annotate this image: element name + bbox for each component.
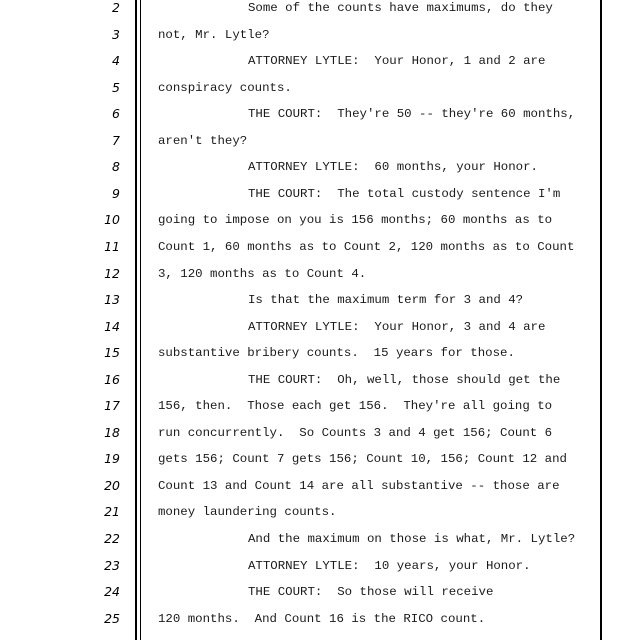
line-text: aren't they? <box>158 133 248 148</box>
line-number: 22 <box>104 531 120 546</box>
transcript-line <box>0 80 640 106</box>
line-text: THE COURT: They're 50 -- they're 60 months, <box>248 107 576 122</box>
line-number: 5 <box>112 79 120 95</box>
transcript-line <box>0 584 640 610</box>
line-text: ATTORNEY LYTLE: 60 months, your Honor. <box>248 160 538 175</box>
line-text: THE COURT: So those will receive <box>248 585 494 600</box>
line-text: run concurrently. So Counts 3 and 4 get 156; Count 6 <box>158 425 553 440</box>
line-text: money laundering counts. <box>158 505 337 520</box>
transcript-line <box>0 133 640 159</box>
line-text: Count 13 and Count 14 are all substantive -- those are <box>158 478 560 493</box>
transcript-line <box>0 266 640 292</box>
line-text: Is that the maximum term for 3 and 4? <box>248 293 524 308</box>
transcript-line <box>0 504 640 530</box>
line-number: 13 <box>104 292 120 308</box>
transcript-line <box>0 398 640 424</box>
line-number: 23 <box>104 557 120 573</box>
transcript-line <box>0 478 640 504</box>
transcript-line <box>0 372 640 398</box>
line-number: 8 <box>112 159 120 175</box>
line-text: 120 months. And Count 16 is the RICO count. <box>158 611 486 626</box>
transcript-line <box>0 319 640 345</box>
transcript-line <box>0 611 640 637</box>
line-number: 21 <box>104 504 120 520</box>
transcript-line <box>0 212 640 238</box>
line-text: gets 156; Count 7 gets 156; Count 10, 156; Count 12 and <box>158 452 567 467</box>
line-number: 11 <box>104 239 120 254</box>
line-number: 7 <box>112 132 120 148</box>
line-text: Some of the counts have maximums, do they <box>248 1 553 15</box>
transcript-line <box>0 53 640 79</box>
line-number: 20 <box>104 477 120 493</box>
transcript-line <box>0 292 640 318</box>
line-number: 2 <box>112 0 120 15</box>
transcript-line <box>0 558 640 584</box>
line-text: THE COURT: Oh, well, those should get the <box>248 372 561 387</box>
line-text: 156, then. Those each get 156. They're all going to <box>158 399 553 414</box>
line-number: 15 <box>104 345 120 361</box>
transcript-line <box>0 0 640 26</box>
line-text: THE COURT: The total custody sentence I'm <box>248 186 561 201</box>
line-text: going to impose on you is 156 months; 60 months as to <box>158 213 553 228</box>
line-number: 19 <box>104 451 120 467</box>
transcript-line <box>0 239 640 265</box>
transcript-line <box>0 159 640 185</box>
line-number: 16 <box>104 371 120 387</box>
line-text: substantive bribery counts. 15 years for those. <box>158 346 515 361</box>
line-number: 6 <box>112 106 120 122</box>
transcript-line <box>0 345 640 371</box>
line-text: ATTORNEY LYTLE: 10 years, your Honor. <box>248 558 531 573</box>
line-number: 12 <box>104 265 120 281</box>
line-text: conspiracy counts. <box>158 80 292 95</box>
line-number: 10 <box>104 212 120 228</box>
line-number: 4 <box>112 53 120 69</box>
line-number: 9 <box>112 185 120 201</box>
line-number: 14 <box>104 318 120 334</box>
line-number: 25 <box>104 610 120 626</box>
transcript-line <box>0 27 640 53</box>
transcript-line <box>0 451 640 477</box>
line-text: not, Mr. Lytle? <box>158 27 270 42</box>
transcript-line <box>0 186 640 212</box>
transcript-line <box>0 425 640 451</box>
line-number: 3 <box>112 26 120 42</box>
line-number: 18 <box>104 424 120 440</box>
transcript-line <box>0 531 640 557</box>
line-text: 3, 120 months as to Count 4. <box>158 266 367 281</box>
line-number: 17 <box>104 398 120 414</box>
line-number: 24 <box>104 584 120 600</box>
line-text: ATTORNEY LYTLE: Your Honor, 3 and 4 are <box>248 319 546 334</box>
line-text: ATTORNEY LYTLE: Your Honor, 1 and 2 are <box>248 54 546 69</box>
line-text: Count 1, 60 months as to Count 2, 120 months as to Count <box>158 240 575 254</box>
line-text: And the maximum on those is what, Mr. Lytle? <box>248 532 576 546</box>
transcript-line <box>0 106 640 132</box>
